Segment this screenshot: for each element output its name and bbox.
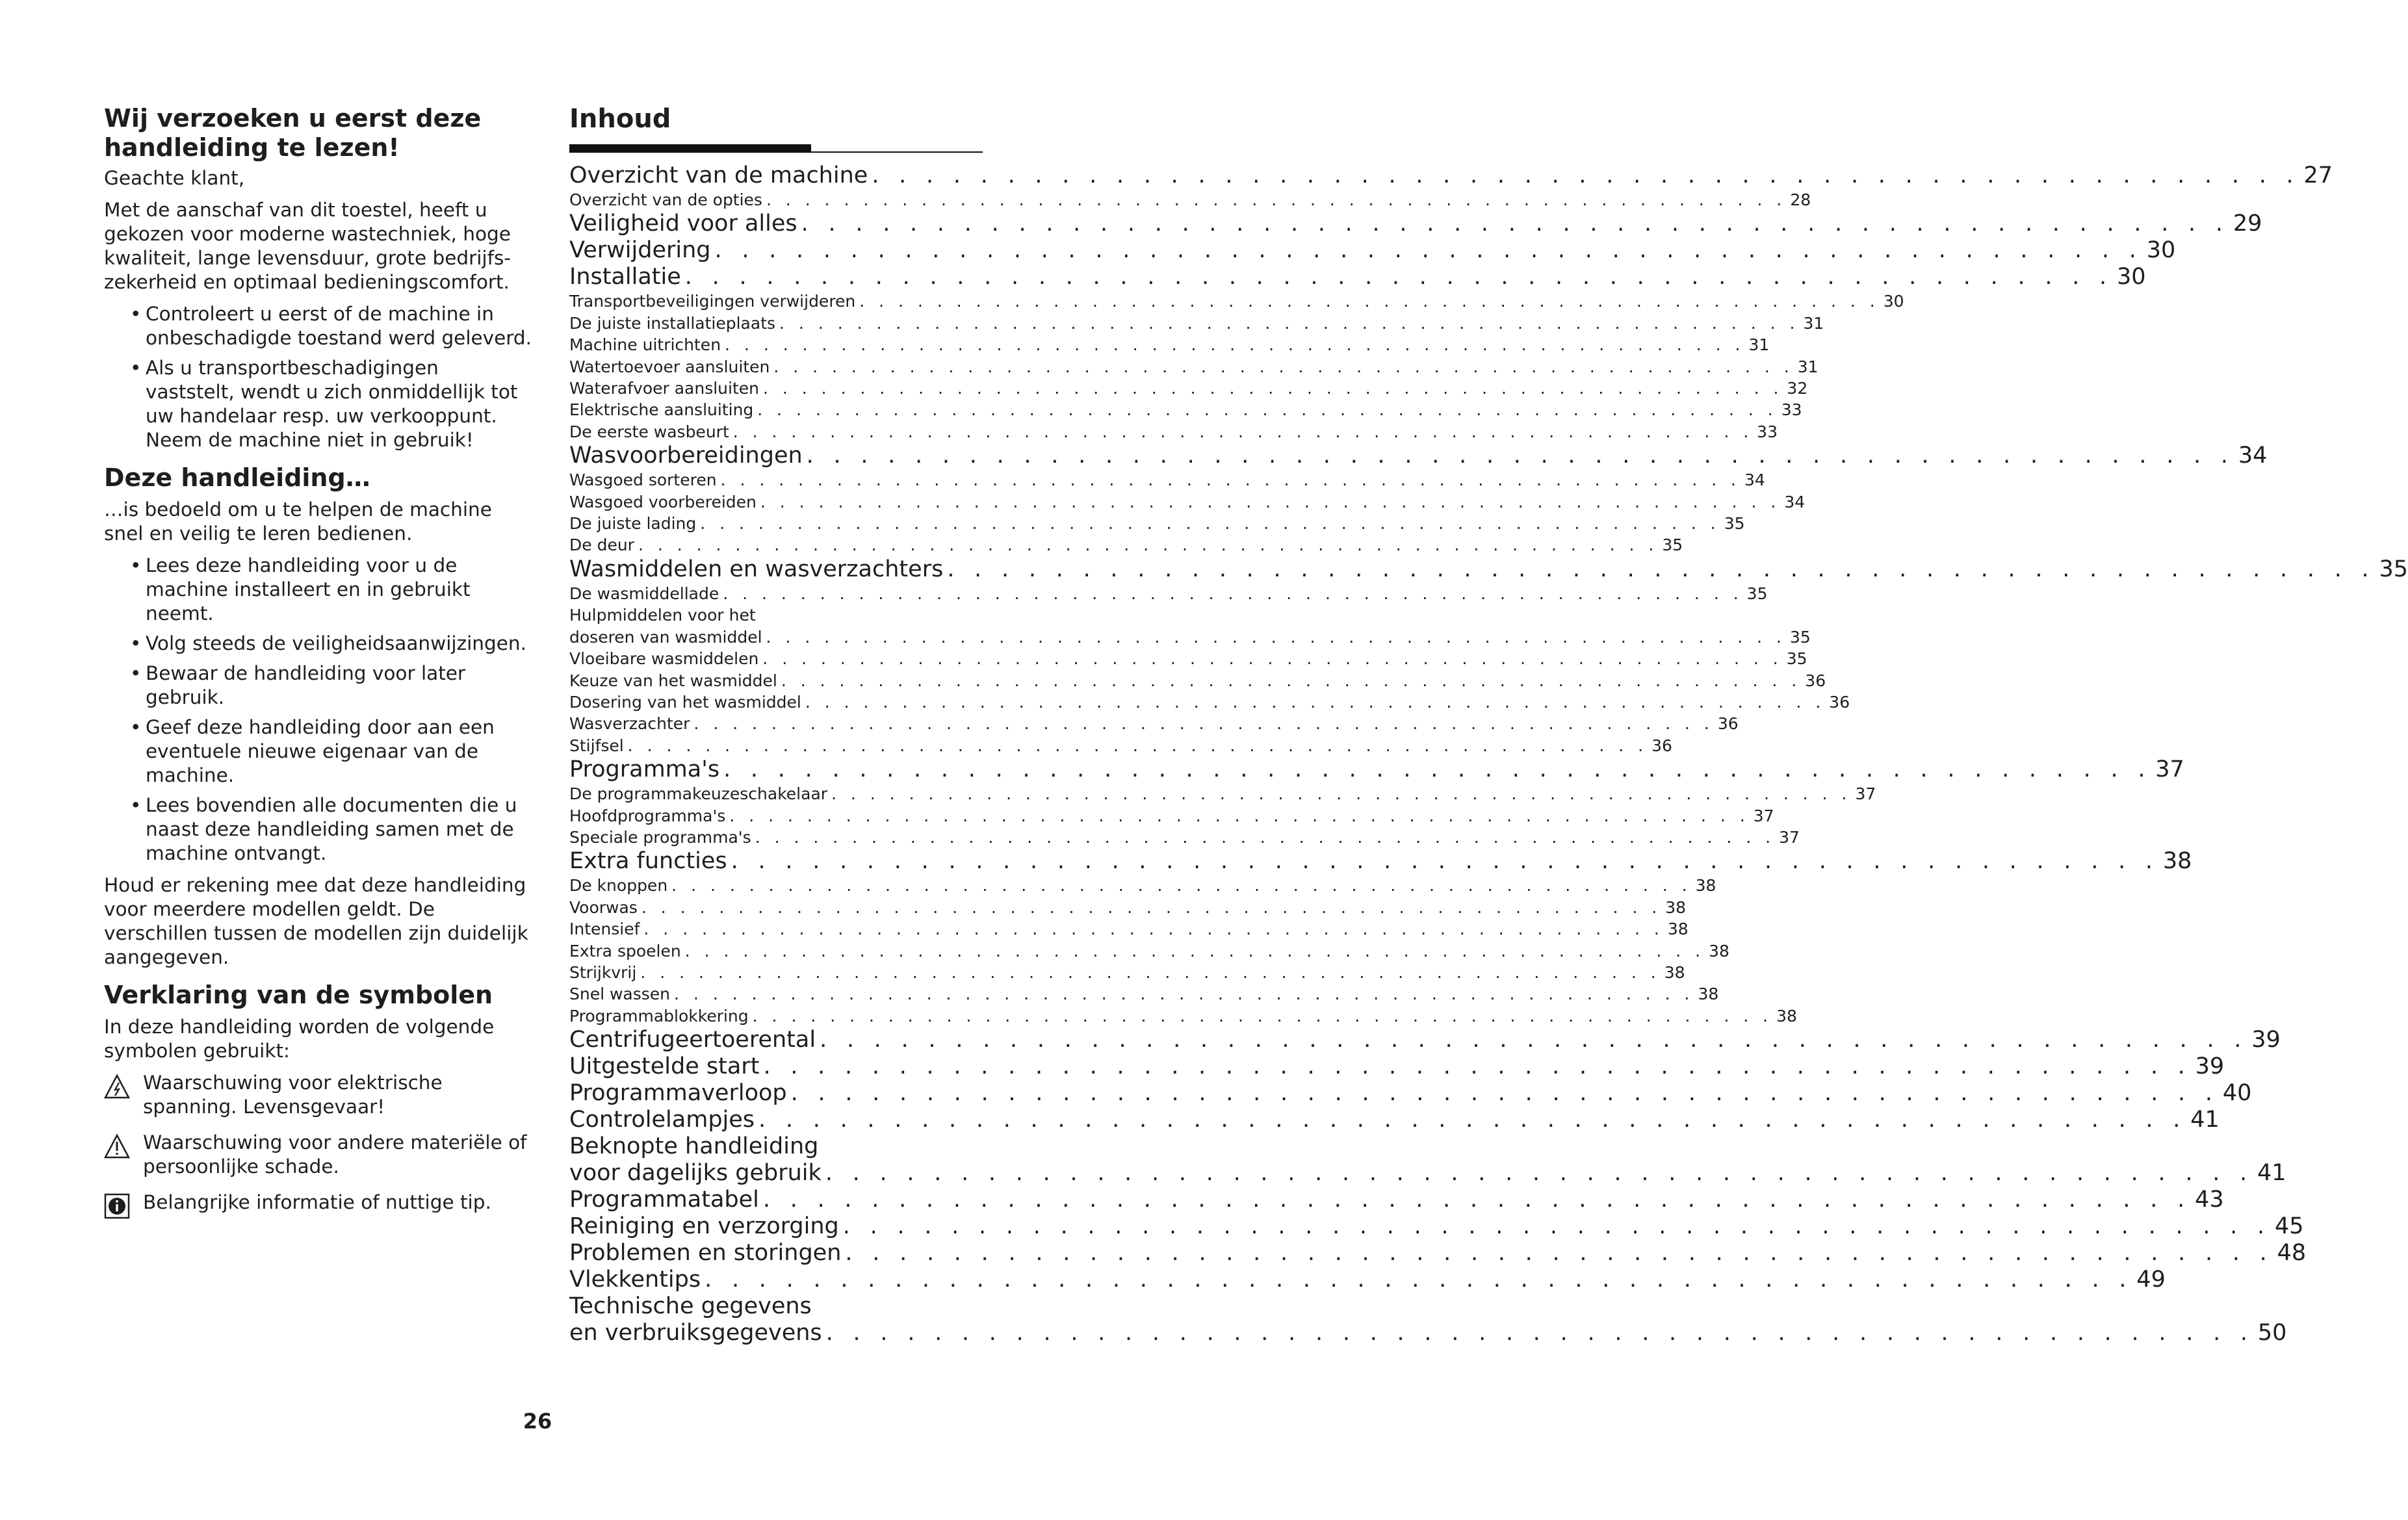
toc-entry [569, 897, 1687, 918]
toc-entry-label: Verwijdering [569, 237, 711, 264]
toc-entry [569, 290, 1904, 312]
toc-entry-page: 31 [1748, 335, 1770, 355]
toc-entry-page: 41 [2190, 1107, 2220, 1133]
list-item: • Als u transportbeschadigingen vaststelt, wendt u zich onmiddellijk tot uw handelaar resp. uw verkooppunt. Neem de machine niet in gebruik! [130, 357, 518, 451]
toc-title: Inhoud [569, 104, 671, 134]
toc-dot-leader: . . . . . . . . . . . . . . . . . . . . . . . . . . . . . . . . . . . . . . . . . . . . . . . . . . . . . [723, 584, 1743, 603]
list-item: • Lees bovendien alle documenten die u naast deze handleiding samen met de machine ontvangt. [130, 794, 517, 864]
toc-entry [569, 264, 2146, 290]
toc-dot-leader: . . . . . . . . . . . . . . . . . . . . . . . . . . . . . . . . . . . . . . . . . . . . . . . . . . . . . [831, 784, 1852, 804]
intro-title: Wij verzoeken u eerst deze handleiding te lezen! [104, 104, 482, 162]
toc-entry-label: Machine uitrichten [569, 335, 721, 355]
list-item: • Bewaar de handleiding voor later gebruik. [130, 662, 466, 708]
toc-entry [569, 1160, 2286, 1187]
toc-entry-label: Programmatabel [569, 1187, 759, 1213]
warning-icon [104, 1133, 130, 1159]
toc-dot-leader: . . . . . . . . . . . . . . . . . . . . . . . . . . . . . . . . . . . . . . . . . . . . . . . . . . . . . [638, 535, 1659, 555]
toc-entry-page: 38 [1698, 985, 1719, 1004]
toc-entry-label: Waterafvoer aansluiten [569, 379, 759, 398]
toc-dot-leader: . . . . . . . . . . . . . . . . . . . . . . . . . . . . . . . . . . . . . . . . . . . . . . . . . . . . . [790, 1080, 2219, 1107]
toc-entry-page: 28 [1790, 190, 1811, 209]
toc-entry-label: Beknopte handleiding [569, 1133, 819, 1160]
toc-entry [569, 1240, 2307, 1267]
toc-entry [569, 313, 1824, 334]
intro-paragraph: Met de aanschaf van dit toestel, heeft u gekozen voor moderne wastechniek, hoge kwaliteit, lange levensduur, grote bedrijfs-zekerheid en optimaal bedieningscomfort. [104, 199, 511, 293]
symbol-text: Waarschuwing voor andere materiële of persoonlijke schade. [143, 1131, 527, 1178]
intro-bullets [104, 302, 533, 452]
table-of-contents [569, 104, 2408, 1346]
toc-dot-leader: . . . . . . . . . . . . . . . . . . . . . . . . . . . . . . . . . . . . . . . . . . . . . . . . . . . . . [684, 264, 2113, 290]
toc-entry-label: Extra functies [569, 848, 727, 875]
toc-entry-label: Intensief [569, 920, 640, 939]
list-item: • Volg steeds de veiligheidsaanwijzingen. [130, 632, 526, 654]
toc-entry-label: Voorwas [569, 897, 638, 917]
toc-entry [569, 940, 1729, 962]
toc-entry [569, 1187, 2224, 1213]
manual-note: Houd er rekening mee dat deze handleiding voor meerdere modellen geldt. De verschillen tussen de modellen zijn duidelijk aangegeven. [104, 874, 528, 968]
toc-entry-page: 43 [2195, 1187, 2224, 1213]
toc-entry-label: Elektrische aansluiting [569, 400, 754, 420]
toc-entry-page: 34 [1744, 470, 1765, 490]
toc-entry-page: 50 [2257, 1320, 2287, 1346]
toc-entry-page: 36 [1717, 714, 1739, 734]
toc-entry-label: Programma's [569, 756, 720, 783]
bullet-icon: • [130, 357, 142, 379]
toc-entry-label: Installatie [569, 264, 681, 290]
toc-entry [569, 626, 1811, 648]
toc-entry-page: 38 [1665, 897, 1687, 917]
electric-warning-icon [104, 1074, 130, 1100]
symbol-text: Belangrijke informatie of nuttige tip. [143, 1191, 491, 1213]
toc-entry-label: Uitgestelde start [569, 1053, 760, 1080]
toc-entry-page: 30 [1883, 292, 1904, 311]
toc-dot-leader: . . . . . . . . . . . . . . . . . . . . . . . . . . . . . . . . . . . . . . . . . . . . . . . . . . . . . [766, 627, 1786, 647]
toc-entry-label: Problemen en storingen [569, 1240, 842, 1267]
toc-dot-leader: . . . . . . . . . . . . . . . . . . . . . . . . . . . . . . . . . . . . . . . . . . . . . . . . . . . . . [766, 190, 1787, 209]
toc-entry-page: 36 [1829, 692, 1850, 712]
toc-dot-leader: . . . . . . . . . . . . . . . . . . . . . . . . . . . . . . . . . . . . . . . . . . . . . . . . . . . . . [825, 1320, 2254, 1346]
toc-entry-label: Wasverzachter [569, 714, 690, 734]
toc-dot-leader: . . . . . . . . . . . . . . . . . . . . . . . . . . . . . . . . . . . . . . . . . . . . . . . . . . . . . [627, 736, 1648, 755]
list-item: • Geef deze handleiding door aan een eventuele nieuwe eigenaar van de machine. [130, 716, 495, 786]
toc-entry-label: Snel wassen [569, 985, 671, 1004]
toc-entry-page: 38 [1709, 941, 1729, 960]
toc-entry [569, 583, 1768, 604]
toc-dot-leader: . . . . . . . . . . . . . . . . . . . . . . . . . . . . . . . . . . . . . . . . . . . . . . . . . . . . . [806, 443, 2234, 469]
toc-entry [569, 875, 1716, 896]
toc-entry-page: 35 [1786, 649, 1807, 669]
toc-entry [569, 513, 1745, 534]
toc-dot-leader: . . . . . . . . . . . . . . . . . . . . . . . . . . . . . . . . . . . . . . . . . . . . . . . . . . . . . [700, 514, 1720, 534]
toc-entry-label: Hoofdprogramma's [569, 806, 726, 825]
manual-paragraph: …is bedoeld om u te helpen de machine snel en veilig te leren bedienen. [104, 498, 492, 545]
toc-entry-label: Overzicht van de machine [569, 162, 868, 188]
toc-entry-page: 38 [1776, 1006, 1797, 1025]
toc-entry [569, 805, 1774, 827]
toc-dot-leader: . . . . . . . . . . . . . . . . . . . . . . . . . . . . . . . . . . . . . . . . . . . . . . . . . . . . . [762, 1187, 2192, 1213]
toc-entry-page: 36 [1805, 671, 1826, 690]
toc-entry [569, 399, 1802, 420]
toc-dot-leader: . . . . . . . . . . . . . . . . . . . . . . . . . . . . . . . . . . . . . . . . . . . . . . . . . . . . . [643, 920, 1664, 939]
toc-dot-leader: . . . . . . . . . . . . . . . . . . . . . . . . . . . . . . . . . . . . . . . . . . . . . . . . . . . . . [732, 422, 1754, 441]
toc-dot-leader: . . . . . . . . . . . . . . . . . . . . . . . . . . . . . . . . . . . . . . . . . . . . . . . . . . . . . [725, 335, 1745, 355]
toc-list [569, 162, 2408, 1346]
bullet-icon: • [130, 554, 142, 576]
toc-entry-page: 31 [1803, 313, 1824, 333]
toc-dot-leader: . . . . . . . . . . . . . . . . . . . . . . . . . . . . . . . . . . . . . . . . . . . . . . . . . . . . . [723, 756, 2152, 783]
toc-dot-leader: . . . . . . . . . . . . . . . . . . . . . . . . . . . . . . . . . . . . . . . . . . . . . . . . . . . . . [763, 1053, 2192, 1080]
toc-entry-page: 33 [1757, 422, 1778, 441]
toc-dot-leader: . . . . . . . . . . . . . . . . . . . . . . . . . . . . . . . . . . . . . . . . . . . . . . . . . . . . . [825, 1160, 2253, 1187]
toc-entry-label: De eerste wasbeurt [569, 422, 729, 441]
toc-entry-label: Hulpmiddelen voor het [569, 606, 756, 625]
toc-dot-leader: . . . . . . . . . . . . . . . . . . . . . . . . . . . . . . . . . . . . . . . . . . . . . . . . . . . . . [842, 1213, 2271, 1240]
toc-entry-page: 30 [2116, 264, 2146, 290]
toc-entry-label: Programmablokkering [569, 1006, 749, 1025]
toc-entry [569, 1267, 2166, 1293]
toc-entry-label: Controlelampjes [569, 1107, 755, 1133]
bullet-icon: • [130, 794, 142, 816]
toc-dot-leader: . . . . . . . . . . . . . . . . . . . . . . . . . . . . . . . . . . . . . . . . . . . . . . . . . . . . . [671, 876, 1692, 895]
toc-dot-leader: . . . . . . . . . . . . . . . . . . . . . . . . . . . . . . . . . . . . . . . . . . . . . . . . . . . . . [729, 806, 1750, 825]
toc-entry-page: 33 [1781, 400, 1802, 420]
toc-entry [569, 1005, 1797, 1027]
toc-dot-leader: . . . . . . . . . . . . . . . . . . . . . . . . . . . . . . . . . . . . . . . . . . . . . . . . . . . . . [762, 649, 1783, 669]
symbols-intro: In deze handleiding worden de volgende symbolen gebruikt: [104, 1016, 495, 1062]
toc-dot-leader: . . . . . . . . . . . . . . . . . . . . . . . . . . . . . . . . . . . . . . . . . . . . . . . . . . . . . [760, 492, 1781, 511]
bullet-icon: • [130, 662, 142, 684]
toc-entry-label: voor dagelijks gebruik [569, 1160, 822, 1187]
toc-dot-leader: . . . . . . . . . . . . . . . . . . . . . . . . . . . . . . . . . . . . . . . . . . . . . . . . . . . . . [820, 1027, 2248, 1053]
toc-entry-page: 29 [2233, 211, 2262, 237]
toc-entry-page: 39 [2195, 1053, 2225, 1080]
toc-entry-page: 40 [2222, 1080, 2252, 1107]
toc-entry-label: Extra spoelen [569, 941, 681, 960]
toc-entry-label: Vlekkentips [569, 1267, 701, 1293]
toc-entry-label: De juiste lading [569, 514, 697, 534]
toc-entry [569, 189, 1811, 211]
toc-entry-page: 48 [2277, 1240, 2307, 1267]
toc-entry-label: De deur [569, 535, 634, 555]
greeting: Geachte klant, [104, 167, 245, 189]
toc-entry-page: 37 [1753, 806, 1774, 825]
toc-entry-page: 35 [1724, 514, 1745, 534]
toc-entry-page: 49 [2136, 1267, 2166, 1293]
info-icon [104, 1193, 130, 1219]
toc-entry-label: Reiniging en verzorging [569, 1213, 839, 1240]
toc-dot-leader: . . . . . . . . . . . . . . . . . . . . . . . . . . . . . . . . . . . . . . . . . . . . . . . . . . . . . [720, 470, 1741, 490]
toc-entry-page: 34 [1784, 492, 1806, 511]
toc-dot-leader: . . . . . . . . . . . . . . . . . . . . . . . . . . . . . . . . . . . . . . . . . . . . . . . . . . . . . [640, 962, 1661, 982]
toc-entry-label: Wasvoorbereidingen [569, 443, 803, 469]
toc-entry-label: Centrifugeertoerental [569, 1027, 816, 1053]
toc-entry [569, 962, 1685, 983]
toc-dot-leader: . . . . . . . . . . . . . . . . . . . . . . . . . . . . . . . . . . . . . . . . . . . . . . . . . . . . . [757, 400, 1778, 420]
toc-entry-page: 32 [1787, 379, 1808, 398]
bullet-icon: • [130, 632, 142, 654]
toc-entry-page: 27 [2303, 162, 2333, 188]
toc-entry [569, 1053, 2225, 1080]
toc-entry-page: 30 [2146, 237, 2176, 264]
toc-entry-label: De juiste installatieplaats [569, 313, 776, 333]
toc-entry [569, 983, 1719, 1005]
toc-entry-label: Watertoevoer aansluiten [569, 357, 770, 376]
toc-entry [569, 237, 2176, 264]
toc-entry-label: Wasgoed voorbereiden [569, 492, 757, 511]
toc-entry [569, 211, 2262, 237]
toc-entry [569, 334, 1770, 355]
toc-entry-page: 38 [2162, 848, 2192, 875]
toc-entry [569, 556, 2408, 583]
toc-dot-leader: . . . . . . . . . . . . . . . . . . . . . . . . . . . . . . . . . . . . . . . . . . . . . . . . . . . . . [755, 827, 1776, 847]
toc-entry-page: 38 [1695, 876, 1716, 895]
toc-entry-page: 41 [2257, 1160, 2286, 1187]
toc-entry [569, 1320, 2287, 1346]
toc-entry [569, 648, 1807, 669]
toc-dot-leader: . . . . . . . . . . . . . . . . . . . . . . . . . . . . . . . . . . . . . . . . . . . . . . . . . . . . . [763, 379, 1783, 398]
toc-entry-label: Stijfsel [569, 736, 624, 755]
manual-title: Deze handleiding… [104, 463, 370, 492]
toc-entry [569, 534, 1683, 556]
toc-dot-leader: . . . . . . . . . . . . . . . . . . . . . . . . . . . . . . . . . . . . . . . . . . . . . . . . . . . . . [674, 985, 1694, 1004]
toc-entry-page: 37 [2155, 756, 2184, 783]
toc-entry-label: Vloeibare wasmiddelen [569, 649, 759, 669]
toc-entry-page: 35 [1789, 627, 1811, 647]
toc-entry [569, 848, 2192, 875]
toc-entry-label: Dosering van het wasmiddel [569, 692, 801, 712]
toc-entry [569, 783, 1876, 805]
toc-entry [569, 421, 1778, 443]
toc-entry [569, 735, 1672, 756]
toc-entry [569, 356, 1819, 378]
toc-entry-page: 35 [1746, 584, 1768, 603]
toc-dot-leader: . . . . . . . . . . . . . . . . . . . . . . . . . . . . . . . . . . . . . . . . . . . . . . . . . . . . . [714, 237, 2143, 264]
toc-dot-leader: . . . . . . . . . . . . . . . . . . . . . . . . . . . . . . . . . . . . . . . . . . . . . . . . . . . . . [705, 1267, 2133, 1293]
toc-entry-label: Technische gegevens [569, 1293, 812, 1320]
toc-entry [569, 691, 1850, 713]
toc-entry [569, 162, 2333, 189]
toc-entry-page: 38 [1664, 962, 1685, 982]
toc-entry [569, 1107, 2220, 1133]
symbol-row-info [104, 1191, 533, 1219]
manual-bullets [104, 554, 533, 866]
toc-entry [569, 1213, 2304, 1240]
toc-entry [569, 670, 1826, 691]
toc-entry-page: 39 [2251, 1027, 2281, 1053]
toc-entry-label: De programmakeuzeschakelaar [569, 784, 828, 804]
toc-entry-page: 31 [1797, 357, 1819, 376]
toc-dot-leader: . . . . . . . . . . . . . . . . . . . . . . . . . . . . . . . . . . . . . . . . . . . . . . . . . . . . . [731, 848, 2159, 875]
toc-dot-leader: . . . . . . . . . . . . . . . . . . . . . . . . . . . . . . . . . . . . . . . . . . . . . . . . . . . . . [805, 692, 1826, 712]
symbol-text: Waarschuwing voor elektrische spanning. Levensgevaar! [143, 1072, 443, 1118]
symbol-row-warning [104, 1131, 533, 1179]
toc-dot-leader: . . . . . . . . . . . . . . . . . . . . . . . . . . . . . . . . . . . . . . . . . . . . . . . . . . . . . [693, 714, 1714, 734]
toc-dot-leader: . . . . . . . . . . . . . . . . . . . . . . . . . . . . . . . . . . . . . . . . . . . . . . . . . . . . . [845, 1240, 2273, 1267]
left-column [104, 104, 533, 1231]
bullet-icon: • [130, 716, 142, 738]
toc-entry-label: Speciale programma's [569, 827, 751, 847]
toc-entry [569, 1027, 2281, 1053]
toc-dot-leader: . . . . . . . . . . . . . . . . . . . . . . . . . . . . . . . . . . . . . . . . . . . . . . . . . . . . . [781, 671, 1802, 690]
toc-entry-label: doseren van wasmiddel [569, 627, 762, 647]
toc-entry-page: 38 [1667, 920, 1689, 939]
toc-entry-label: en verbruiksgegevens [569, 1320, 822, 1346]
symbols-title: Verklaring van de symbolen [104, 981, 493, 1009]
toc-entry-page: 35 [1662, 535, 1683, 555]
toc-dot-leader: . . . . . . . . . . . . . . . . . . . . . . . . . . . . . . . . . . . . . . . . . . . . . . . . . . . . . [758, 1107, 2187, 1133]
toc-entry-page: 37 [1855, 784, 1876, 804]
toc-dot-leader: . . . . . . . . . . . . . . . . . . . . . . . . . . . . . . . . . . . . . . . . . . . . . . . . . . . . . [779, 313, 1800, 333]
toc-entry-page: 35 [2379, 556, 2408, 582]
toc-entry-label: Overzicht van de opties [569, 190, 762, 209]
toc-dot-leader: . . . . . . . . . . . . . . . . . . . . . . . . . . . . . . . . . . . . . . . . . . . . . . . . . . . . . [872, 162, 2300, 188]
toc-entry [569, 918, 1689, 940]
toc-entry-label: Veiligheid voor alles [569, 211, 797, 237]
toc-dot-leader: . . . . . . . . . . . . . . . . . . . . . . . . . . . . . . . . . . . . . . . . . . . . . . . . . . . . . [773, 357, 1794, 376]
toc-entry-label: Strijkvrij [569, 962, 637, 982]
toc-entry [569, 378, 1808, 399]
toc-entry-label: De wasmiddellade [569, 584, 719, 603]
bullet-icon: • [130, 303, 142, 325]
toc-entry-label: De knoppen [569, 876, 668, 895]
toc-rule [569, 144, 983, 153]
toc-entry [569, 827, 1800, 848]
toc-entry-page: 45 [2274, 1213, 2304, 1240]
toc-dot-leader: . . . . . . . . . . . . . . . . . . . . . . . . . . . . . . . . . . . . . . . . . . . . . . . . . . . . . [859, 292, 1880, 311]
toc-dot-leader: . . . . . . . . . . . . . . . . . . . . . . . . . . . . . . . . . . . . . . . . . . . . . . . . . . . . . [801, 211, 2229, 237]
toc-dot-leader: . . . . . . . . . . . . . . . . . . . . . . . . . . . . . . . . . . . . . . . . . . . . . . . . . . . . . [752, 1006, 1773, 1025]
toc-entry-label: Wasmiddelen en wasverzachters [569, 556, 944, 582]
toc-entry [569, 491, 1806, 513]
toc-entry [569, 1080, 2252, 1107]
toc-entry [569, 756, 2184, 783]
toc-dot-leader: . . . . . . . . . . . . . . . . . . . . . . . . . . . . . . . . . . . . . . . . . . . . . . . . . . . . . [684, 941, 1705, 960]
toc-entry-label: Keuze van het wasmiddel [569, 671, 777, 690]
list-item: • Lees deze handleiding voor u de machine installeert en in gebruikt neemt. [130, 554, 471, 625]
toc-entry-page: 37 [1779, 827, 1800, 847]
toc-entry [569, 443, 2268, 469]
page-number: 26 [523, 1409, 552, 1434]
toc-entry-page: 34 [2238, 443, 2268, 469]
toc-entry-label: Wasgoed sorteren [569, 470, 717, 490]
toc-dot-leader: . . . . . . . . . . . . . . . . . . . . . . . . . . . . . . . . . . . . . . . . . . . . . . . . . . . . . [641, 897, 1662, 917]
toc-entry-label: Programmaverloop [569, 1080, 787, 1107]
toc-entry [569, 713, 1739, 734]
list-item: • Controleert u eerst of de machine in onbeschadigde toestand werd geleverd. [130, 303, 532, 349]
toc-entry [569, 469, 1765, 491]
symbol-row-electric [104, 1071, 533, 1119]
toc-dot-leader: . . . . . . . . . . . . . . . . . . . . . . . . . . . . . . . . . . . . . . . . . . . . . . . . . . . . . [947, 556, 2376, 582]
toc-entry-page: 36 [1651, 736, 1672, 755]
toc-entry-label: Transportbeveiligingen verwijderen [569, 292, 856, 311]
